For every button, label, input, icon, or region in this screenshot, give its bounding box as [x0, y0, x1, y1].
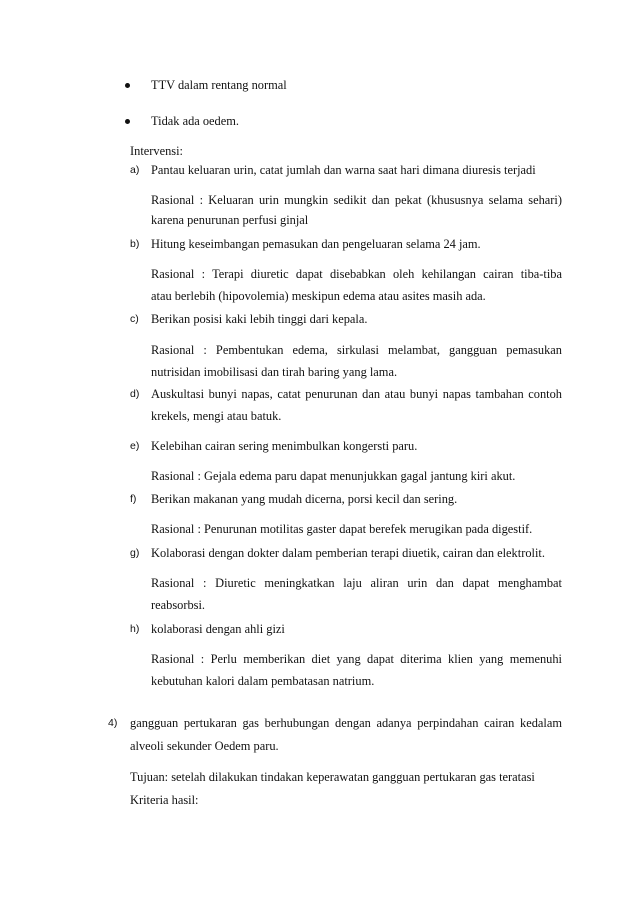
item-text: Pantau keluaran urin, catat jumlah dan warna saat hari dimana diuresis terjadi — [151, 163, 536, 177]
rationale-line: Rasional : Perlu memberikan diet yang dapat diterima klien yang memenuhi — [151, 652, 562, 666]
item-marker: c) — [130, 313, 139, 325]
rationale-line: kebutuhan kalori dalam pembatasan natrium. — [151, 674, 375, 688]
item-marker: g) — [130, 547, 140, 559]
rationale-line: Rasional : Keluaran urin mungkin sedikit dan pekat (khususnya selama sehari) — [151, 193, 562, 207]
rationale-line: Rasional : Pembentukan edema, sirkulasi melambat, gangguan pemasukan — [151, 343, 562, 357]
rationale-line: karena penurunan perfusi ginjal — [151, 213, 309, 227]
item-text: kolaborasi dengan ahli gizi — [151, 622, 285, 636]
rationale-line: Rasional : Penurunan motilitas gaster dapat berefek merugikan pada digestif. — [151, 522, 533, 536]
bullet-text: Tidak ada oedem. — [151, 114, 239, 128]
rationale-line: Rasional : Gejala edema paru dapat menunjukkan gagal jantung kiri akut. — [151, 469, 516, 483]
item-marker: h) — [130, 623, 140, 635]
section-title: alveoli sekunder Oedem paru. — [130, 739, 279, 753]
bullet-text: TTV dalam rentang normal — [151, 78, 287, 92]
item-marker: b) — [130, 238, 140, 250]
item-text: Hitung keseimbangan pemasukan dan pengeluaran selama 24 jam. — [151, 237, 481, 251]
rationale-line: reabsorbsi. — [151, 598, 206, 612]
kriteria-label: Kriteria hasil: — [130, 793, 199, 807]
rationale-line: Rasional : Diuretic meningkatkan laju aliran urin dan dapat menghambat — [151, 576, 562, 590]
rationale-line: nutrisidan imobilisasi dan tirah baring yang lama. — [151, 365, 398, 379]
rationale-line: Rasional : Terapi diuretic dapat disebabkan oleh kehilangan cairan tiba-tiba — [151, 267, 562, 281]
item-text: Berikan posisi kaki lebih tinggi dari kepala. — [151, 312, 368, 326]
item-marker: e) — [130, 440, 140, 452]
section-title: gangguan pertukaran gas berhubungan dengan adanya perpindahan cairan kedalam — [130, 716, 562, 730]
item-text: Auskultasi bunyi napas, catat penurunan dan atau bunyi napas tambahan contoh — [151, 387, 562, 401]
item-marker: f) — [130, 493, 137, 505]
section-marker: 4) — [108, 717, 118, 729]
item-text: Kolaborasi dengan dokter dalam pemberian terapi diuetik, cairan dan elektrolit. — [151, 546, 545, 560]
item-text: krekels, mengi atau batuk. — [151, 409, 282, 423]
item-marker: a) — [130, 164, 140, 176]
item-text: Berikan makanan yang mudah dicerna, porsi kecil dan sering. — [151, 492, 458, 506]
item-text: Kelebihan cairan sering menimbulkan kongersti paru. — [151, 439, 418, 453]
item-marker: d) — [130, 388, 140, 400]
intervensi-heading: Intervensi: — [130, 144, 183, 158]
bullet-icon — [125, 83, 130, 88]
bullet-icon — [125, 119, 130, 124]
rationale-line: atau berlebih (hipovolemia) meskipun edema atau asites masih ada. — [151, 289, 486, 303]
tujuan-text: Tujuan: setelah dilakukan tindakan keperawatan gangguan pertukaran gas teratasi — [130, 770, 535, 784]
